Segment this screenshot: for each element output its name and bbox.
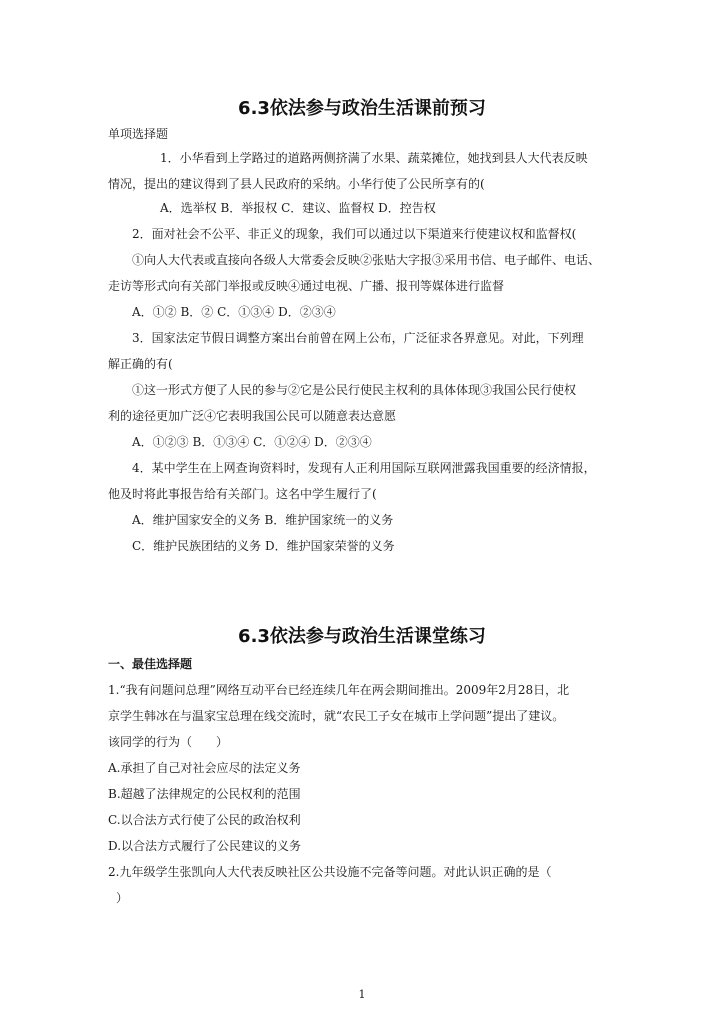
preview-line: 2．面对社会不公平、非正义的现象，我们可以通过以下渠道来行使建议权和监督权( <box>132 227 577 241</box>
preview-line: 利的途径更加广泛④它表明我国公民可以随意表达意愿 <box>108 409 397 423</box>
preview-line: A．选举权 B．举报权 C．建议、监督权 D．控告权 <box>160 201 436 215</box>
preview-line: 走访等形式向有关部门举报或反映④通过电视、广播、报刊等媒体进行监督 <box>108 279 505 293</box>
preview-line: A．①②③ B．①③④ C．①②④ D．②③④ <box>132 435 372 449</box>
preview-line: 解正确的有( <box>108 357 173 371</box>
page-number: 1 <box>358 988 366 1001</box>
preview-line: ①这一形式方便了人民的参与②它是公民行使民主权利的具体体现③我国公民行使权 <box>132 383 577 397</box>
practice-line: D.以合法方式履行了公民建议的义务 <box>108 839 302 853</box>
preview-title: 6.3依法参与政治生活课前预习 <box>238 98 486 119</box>
preview-line: ①向人大代表或直接向各级人大常委会反映②张贴大字报③采用书信、电子邮件、电话、 <box>132 253 601 267</box>
preview-line: A．①② B．② C．①③④ D．②③④ <box>132 305 336 319</box>
preview-line: 3．国家法定节假日调整方案出台前曾在网上公布，广泛征求各界意见。对此，下列理 <box>132 331 584 345</box>
preview-line: 情况，提出的建议得到了县人民政府的采纳。小华行使了公民所享有的( <box>108 177 485 191</box>
practice-line: 1.“我有问题问总理”网络互动平台已经连续几年在两会期间推出。2009年2月28日，北 <box>108 683 570 697</box>
preview-line: 4．某中学生在上网查询资料时，发现有人正利用国际互联网泄露我国重要的经济情报， <box>132 461 596 475</box>
practice-line: 京学生韩冰在与温家宝总理在线交流时，就“农民工子女在城市上学问题”提出了建议。 <box>108 709 565 723</box>
practice-line: 该同学的行为（ ） <box>108 735 229 749</box>
preview-section-label: 单项选择题 <box>108 127 169 141</box>
practice-line: C.以合法方式行使了公民的政治权利 <box>108 813 301 827</box>
preview-line: C．维护民族团结的义务 D．维护国家荣誉的义务 <box>132 539 395 553</box>
preview-line: 他及时将此事报告给有关部门。这名中学生履行了( <box>108 487 377 501</box>
practice-line: 2.九年级学生张凯向人大代表反映社区公共设施不完备等问题。对此认识正确的是（ <box>108 865 552 879</box>
practice-title: 6.3依法参与政治生活课堂练习 <box>238 626 486 647</box>
preview-line: 1．小华看到上学路过的道路两侧挤满了水果、蔬菜摊位，她找到县人大代表反映 <box>160 151 588 165</box>
preview-line: A．维护国家安全的义务 B．维护国家统一的义务 <box>132 513 394 527</box>
practice-line: ） <box>116 891 129 905</box>
practice-line: A.承担了自己对社会应尽的法定义务 <box>108 761 301 775</box>
practice-line: B.超越了法律规定的公民权利的范围 <box>108 787 301 801</box>
practice-section-label: 一、最佳选择题 <box>108 657 193 671</box>
